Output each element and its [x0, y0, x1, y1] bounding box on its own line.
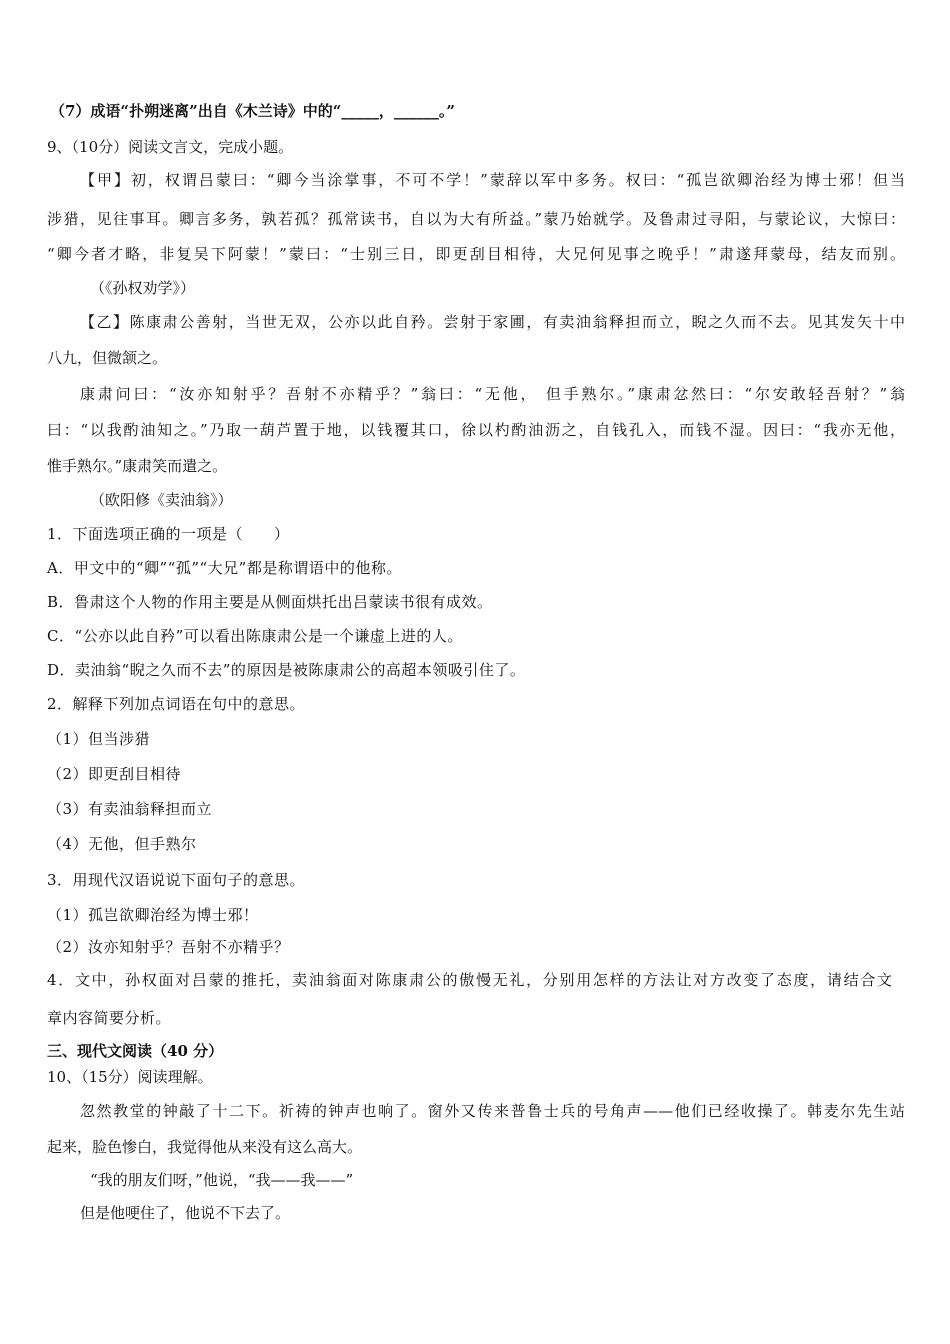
- sub1-option-c: C．“公亦以此自矜”可以看出陈康肃公是一个谦虚上进的人。: [47, 627, 463, 645]
- yi-line-5: 惟手熟尔。”康肃笑而遣之。: [47, 457, 228, 475]
- sub3-item-2: （2）汝亦知射乎？吾射不亦精乎？: [47, 938, 290, 956]
- q7-line: （7）成语“扑朔迷离”出自《木兰诗》中的“_____，______。”: [50, 102, 455, 120]
- yi-line-2: 八九，但微颔之。: [47, 349, 168, 367]
- yi-line-4: 曰：“以我酌油知之。”乃取一葫芦置于地，以钱覆其口，徐以杓酌油沥之，自钱孔入，而钱不湿。因曰：“我亦无他，: [47, 421, 905, 439]
- section3-title: 三、现代文阅读（40 分）: [47, 1042, 224, 1060]
- sub1-option-d: D．卖油翁“睨之久而不去”的原因是被陈康肃公的高超本领吸引住了。: [47, 661, 526, 679]
- passage-line-3: “我的朋友们呀，”他说，“我——我——”: [90, 1171, 354, 1189]
- sub1-option-b: B．鲁肃这个人物的作用主要是从侧面烘托出吕蒙读书很有成效。: [47, 593, 493, 611]
- sub3-item-1: （1）孤岂欲卿治经为博士邪！: [47, 906, 259, 924]
- jia-line-1: 【甲】初，权谓吕蒙曰：“卿今当涂掌事，不可不学！”蒙辞以军中多务。权曰：“孤岂欲卿治经为博士邪！但当: [80, 171, 905, 189]
- passage-line-2: 起来，脸色惨白，我觉得他从来没有这么高大。: [47, 1138, 363, 1156]
- sub3-question: 3．用现代汉语说说下面句子的意思。: [47, 871, 306, 889]
- passage-line-4: 但是他哽住了，他说不下去了。: [80, 1204, 291, 1222]
- yi-source: （欧阳修《卖油翁》）: [90, 491, 233, 509]
- sub1-option-a: A．甲文中的“卿”“孤”“大兄”都是称谓语中的他称。: [47, 559, 402, 577]
- q10-header: 10、（15分）阅读理解。: [47, 1068, 213, 1086]
- sub4-line-2: 章内容简要分析。: [47, 1009, 172, 1027]
- sub4-line-1: 4．文中，孙权面对吕蒙的推托，卖油翁面对陈康肃公的傲慢无礼，分别用怎样的方法让对方改变了态度，请结合文: [47, 971, 892, 989]
- q9-header: 9、（10分）阅读文言文，完成小题。: [47, 138, 294, 156]
- sub2-item-4: （4）无他，但手熟尔: [47, 835, 197, 853]
- jia-line-3: “卿今者才略，非复吴下阿蒙！”蒙曰：“士别三日，即更刮目相待，大兄何见事之晚乎！”肃遂拜蒙母，结友而别。: [47, 245, 905, 263]
- jia-source: （《孙权劝学》）: [90, 279, 196, 297]
- sub2-item-2: （2）即更刮目相待: [47, 765, 182, 783]
- yi-line-3: 康肃问曰：“汝亦知射乎？吾射不亦精乎？”翁曰：“无他， 但手熟尔。”康肃忿然曰：“尔安敢轻吾射？”翁: [80, 385, 905, 403]
- passage-line-1: 忽然教堂的钟敲了十二下。祈祷的钟声也响了。窗外又传来普鲁士兵的号角声——他们已经收操了。韩麦尔先生站: [80, 1102, 905, 1120]
- yi-line-1: 【乙】陈康肃公善射，当世无双，公亦以此自矜。尝射于家圃，有卖油翁释担而立，睨之久而不去。见其发矢十中: [80, 313, 905, 331]
- sub1-question: 1．下面选项正确的一项是（ ）: [47, 525, 290, 543]
- sub2-item-3: （3）有卖油翁释担而立: [47, 800, 213, 818]
- sub2-question: 2．解释下列加点词语在句中的意思。: [47, 695, 306, 713]
- sub2-item-1: （1）但当涉猎: [47, 730, 151, 748]
- jia-line-2: 涉猎，见往事耳。卿言多务，孰若孤？孤常读书，自以为大有所益。”蒙乃始就学。及鲁肃过寻阳，与蒙论议，大惊曰：: [47, 210, 905, 228]
